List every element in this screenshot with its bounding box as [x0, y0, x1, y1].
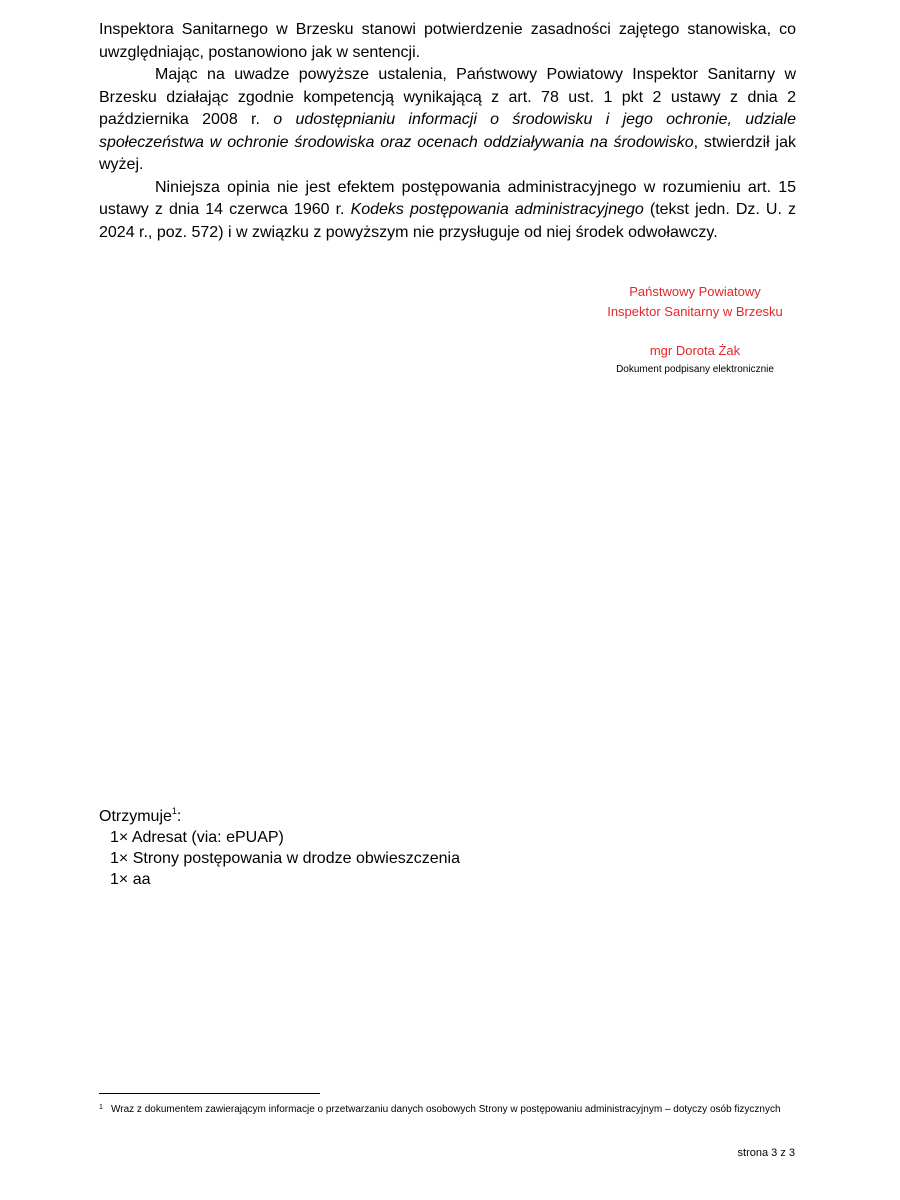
recipients-heading-text: Otrzymuje	[99, 808, 172, 825]
signature-title-line: Państwowy Powiatowy	[629, 284, 761, 299]
paragraph-text: (tekst jedn. Dz. U. z 2024 r., poz. 572) i w związku z powyższym nie przysługuje od niej środek odwoławczy.	[99, 201, 797, 241]
recipients-section	[99, 806, 460, 890]
list-item	[110, 869, 460, 890]
signature-name: mgr Dorota Żak	[649, 343, 741, 358]
recipients-heading-suffix: :	[176, 808, 182, 825]
recipients-heading	[99, 806, 460, 827]
signature-title-line: Inspektor Sanitarny w Brzesku	[607, 304, 783, 319]
signature-note: Dokument podpisany elektronicznie	[616, 364, 774, 375]
footnote-marker: 1	[99, 1104, 103, 1111]
recipient-count: 1×	[110, 871, 129, 888]
recipient-text: aa	[132, 871, 151, 888]
paragraph-text: , stwierdził jak wyżej.	[99, 133, 797, 173]
recipient-text: Strony postępowania w drodze obwieszczenia	[132, 850, 460, 867]
paragraph	[99, 177, 796, 245]
paragraph-text: Niniejsza opinia nie jest efektem postępowania administracyjnego w rozumieniu art. 15 ustawy z dnia 14 czerwca 1960 r.	[99, 178, 796, 218]
paragraph-text: Inspektora Sanitarnego w Brzesku stanowi potwierdzenie zasadności zajętego stanowiska, co uwzględniając, postanowiono jak w sentencji.	[99, 21, 796, 61]
footnote-separator	[99, 1093, 320, 1094]
recipient-text: Adresat (via: ePUAP)	[131, 829, 284, 846]
recipients-list	[99, 827, 460, 890]
page-number: strona 3 z 3	[737, 1147, 795, 1159]
paragraph	[99, 64, 796, 177]
footnote	[99, 1102, 796, 1117]
act-title-italic: o udostępnianiu informacji o środowisku i jego ochronie, udziale społeczeństwa w ochronie środowiska oraz ocenach oddziaływania na środowisko	[99, 111, 796, 151]
document-body	[99, 19, 796, 244]
recipient-count: 1×	[110, 829, 129, 846]
recipient-count: 1×	[110, 850, 129, 867]
act-title-italic: Kodeks postępowania administracyjnego	[350, 201, 644, 218]
paragraph-text: Mając na uwadze powyższe ustalenia, Państwowy Powiatowy Inspektor Sanitarny w Brzesku działając zgodnie kompetencją wynikającą z art. 78 ust. 1 pkt 2 ustawy z dnia 2 października 2008 r.	[99, 66, 796, 128]
signature-title	[590, 282, 800, 322]
paragraph	[99, 19, 796, 64]
footnote-text: Wraz z dokumentem zawierającym informacje o przetwarzaniu danych osobowych Strony w postępowaniu administracyjnym – dotyczy osób fizycznych	[111, 1104, 781, 1115]
list-item	[110, 848, 460, 869]
footnote-reference: 1	[171, 806, 177, 816]
list-item	[110, 827, 460, 848]
